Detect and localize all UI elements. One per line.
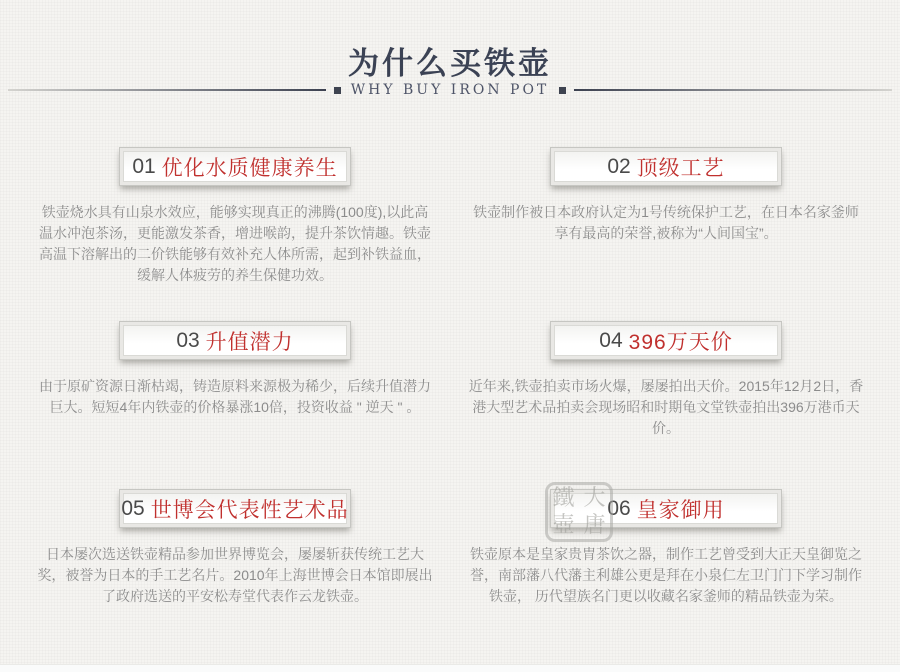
section-heading-box: [550, 321, 782, 360]
section-appreciation-potential: [37, 321, 433, 418]
page-subtitle: WHY BUY IRON POT: [350, 82, 550, 98]
divider-line-left: [8, 89, 326, 91]
seal-char: 唐: [583, 512, 606, 538]
section-heading: [123, 493, 347, 524]
bottom-strip: [0, 664, 900, 672]
seal-char: 壺: [552, 512, 575, 538]
section-number: 05: [121, 496, 145, 520]
section-heading-box: [119, 489, 351, 528]
section-paragraph: 由于原矿资源日渐枯竭，铸造原料来源极为稀少，后续升值潜力巨大。短短4年内铁壶的价格暴涨10倍，投资收益 " 逆天 " 。: [39, 378, 431, 415]
divider-square-left-icon: [334, 87, 341, 94]
section-royal-use: [467, 485, 865, 607]
section-heading: [554, 325, 778, 356]
section-paragraph: 铁壶烧水具有山泉水效应，能够实现真正的沸腾(100度),以此高温水冲泡茶汤，更能激发茶香，增进喉韵，提升茶饮情趣。铁壶高温下溶解出的二价铁能够有效补充人体所需，起到补铁益血，缓解人体疲劳的养生保健功效。: [39, 204, 431, 283]
section-heading: [554, 493, 778, 524]
seal-char: 鐵: [552, 485, 575, 511]
section-heading: [123, 325, 347, 356]
section-heading: [123, 151, 347, 182]
divider-square-right-icon: [559, 87, 566, 94]
divider-line-right: [574, 89, 892, 91]
section-heading-box: [119, 147, 351, 186]
section-paragraph: 铁壶原本是皇家贵胄茶饮之器，制作工艺曾受到大正天皇御览之誉，南部藩八代藩主利雄公更是拜在小泉仁左卫门门下学习制作铁壶， 历代望族名门更以收藏名家釜师的精品铁壶为荣。: [470, 546, 862, 604]
section-water-quality: [37, 147, 433, 286]
title-divider: [0, 82, 900, 98]
section-paragraph: 近年来,铁壶拍卖市场火爆，屡屡拍出天价。2015年12月2日，香港大型艺术品拍卖会现场昭和时期龟文堂铁壶拍出396万港币天价。: [468, 378, 864, 436]
section-paragraph: 铁壶制作被日本政府认定为1号传统保护工艺，在日本名家釜师享有最高的荣誉,被称为“人间国宝”。: [473, 204, 859, 241]
section-heading-box: [119, 321, 351, 360]
section-top-craft: [467, 147, 865, 244]
section-expo-art: [37, 489, 433, 607]
section-number: 02: [607, 154, 631, 178]
section-heading-text: 世博会代表性艺术品: [150, 498, 349, 522]
page-title: 为什么买铁壶: [348, 46, 552, 82]
section-heading-text: 优化水质健康养生: [161, 156, 338, 180]
section-heading-text: 皇家御用: [636, 498, 725, 522]
section-paragraph: 日本屡次选送铁壶精品参加世界博览会，屡屡斩获传统工艺大奖，被誉为日本的手工艺名片。2010年上海世博会日本馆即展出了政府选送的平安松寿堂代表作云龙铁壶。: [37, 546, 433, 604]
seal-char: 大: [583, 485, 606, 511]
section-heading-text: 396万天价: [628, 330, 733, 354]
section-heading-text: 顶级工艺: [636, 156, 725, 180]
section-number: 01: [132, 154, 156, 178]
section-auction-price: [467, 321, 865, 439]
section-number: 04: [599, 328, 623, 352]
section-heading-box: [550, 485, 782, 528]
section-heading: [554, 151, 778, 182]
section-heading-box: [550, 147, 782, 186]
section-heading-text: 升值潜力: [205, 330, 294, 354]
section-number: 06: [607, 496, 631, 520]
section-number: 03: [176, 328, 200, 352]
